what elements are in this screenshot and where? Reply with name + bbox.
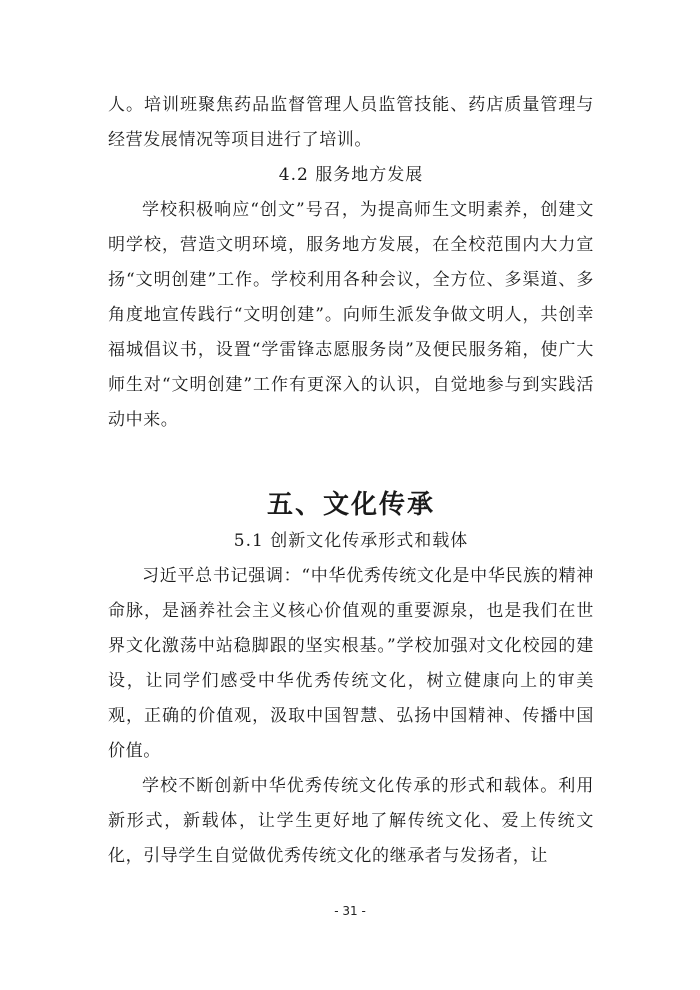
page-content <box>108 88 594 874</box>
chapter-title-block <box>108 480 594 524</box>
paragraph-5-1-a: 习近平总书记强调：“中华优秀传统文化是中华民族的精神命脉，是涵养社会主义核心价值观的重要源泉，也是我们在世界文化激荡中站稳脚跟的坚实根基。”学校加强对文化校园的建设，让同学们感受中华优秀传统文化，树立健康向上的审美观，正确的价值观，汲取中国智慧、弘扬中国精神、传播中国价值。 <box>108 566 594 761</box>
paragraph-4-2: 学校积极响应“创文”号召，为提高师生文明素养，创建文明学校，营造文明环境，服务地方发展，在全校范围内大力宣扬“文明创建”工作。学校利用各种会议，全方位、多渠道、多角度地宣传践行“文明创建”。向师生派发争做文明人，共创幸福城倡议书，设置“学雷锋志愿服务岗”及便民服务箱，使广大师生对“文明创建”工作有更深入的认识，自觉地参与到实践活动中来。 <box>108 200 594 430</box>
paragraph-5-1-b: 学校不断创新中华优秀传统文化传承的形式和载体。利用新形式，新载体，让学生更好地了解传统文化、爱上传统文化，引导学生自觉做优秀传统文化的继承者与发扬者，让 <box>108 776 594 866</box>
chapter-title: 五、文化传承 <box>266 489 435 520</box>
section-heading-5-1: 5.1 创新文化传承形式和载体 <box>233 531 469 551</box>
spacer <box>108 438 594 480</box>
section-heading-4-2: 4.2 服务地方发展 <box>278 165 424 185</box>
paragraph-continuation: 人。培训班聚焦药品监督管理人员监管技能、药店质量管理与经营发展情况等项目进行了培训。 <box>108 95 594 150</box>
page-number: - 31 - <box>334 904 366 918</box>
